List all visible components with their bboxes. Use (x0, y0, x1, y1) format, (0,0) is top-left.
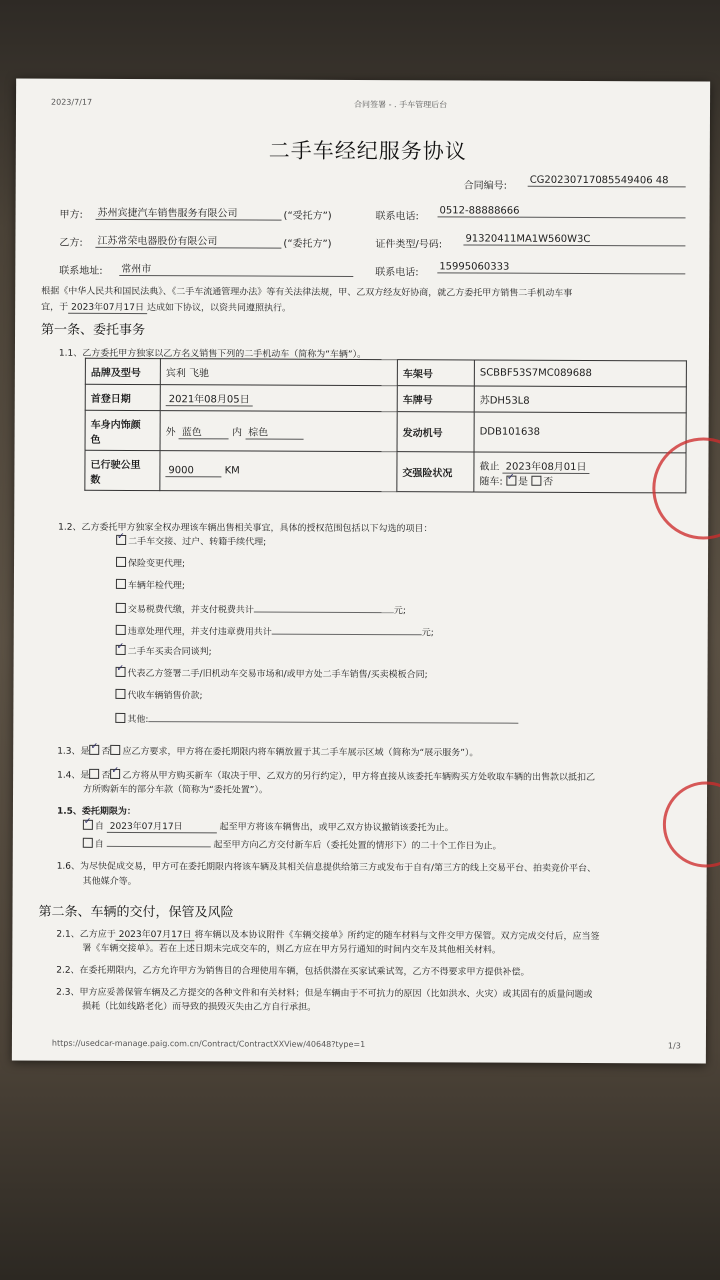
reg-date-label: 首登日期 (85, 384, 160, 410)
article2-title: 第二条、车辆的交付，保管及风险 (38, 904, 234, 921)
party-b-id: 91320411MA1W560W3C (463, 233, 685, 246)
party-b-phone: 15995060333 (437, 261, 685, 274)
mileage-value: 9000 (165, 465, 221, 477)
clause-1-1: 1.1、乙方委托甲方独家以乙方名义销售下列的二手机动车（简称为“车辆”）。 (58, 348, 367, 361)
option-checkbox (116, 579, 126, 589)
preamble-line2: 宜，于 2023年07月17日 达成如下协议，以资共同遵照执行。 (41, 302, 292, 314)
option-checkbox (116, 535, 126, 545)
option-checkbox (116, 667, 126, 677)
preamble-line1: 根据《中华人民共和国民法典》、《二手车流通管理办法》等有关法律法规，甲、乙双方经友好协商，就乙方委托甲方销售二手机动车事 (41, 286, 573, 299)
term-option-1-checkbox (83, 820, 93, 830)
option-checkbox (116, 603, 126, 613)
clause-2-3-line2: 损耗（比如线路老化）而导致的损毁灭失由乙方自行承担。 (82, 1001, 317, 1013)
clause-2-2: 2.2、在委托期限内，乙方允许甲方为销售目的合理使用车辆，包括供潜在买家试乘试驾，乙方不得要求甲方提供补偿。 (56, 965, 530, 978)
option-item: ✓二手车交接、过户、转籍手续代理; (116, 534, 519, 558)
party-b-name: 江苏常荣电器股份有限公司 (95, 232, 281, 249)
option-checkbox (115, 713, 125, 723)
option-item: 违章处理代理，并支付违章费用共计 元; (116, 622, 519, 646)
clause-1-4: 1.4、是 否✓ 乙方将从甲方购买新车（取决于甲、乙双方的另行约定），甲方将直接从该委托车辆购买方处收取车辆的出售款以抵扣乙 (57, 768, 595, 783)
display-yes-checkbox (90, 745, 100, 755)
option-checkbox (116, 625, 126, 635)
color-label: 车身内饰颜 色 (85, 410, 160, 450)
insurance-label: 交强险状况 (397, 452, 474, 492)
option-checkbox (116, 645, 126, 655)
insurance-date: 2023年08月01日 (503, 461, 590, 473)
contract-number: CG20230717085549406 48 (528, 175, 686, 188)
party-b-id-label: 证件类型/号码: (375, 239, 443, 251)
option-item: 车辆年检代理; (116, 578, 519, 602)
interior-color: 棕色 (245, 423, 303, 439)
vin-value: SCBBF53S7MC089688 (474, 360, 686, 387)
option-checkbox (115, 689, 125, 699)
party-a-name: 苏州宾捷汽车销售服务有限公司 (96, 204, 282, 221)
company-seal-2 (663, 781, 720, 867)
clause-2-1-line2: 署《车辆交接单》。若在上述日期未完成交车的，则乙方应在甲方另行通知的时间内交车及其他相关材料。 (82, 943, 501, 956)
party-b-phone-label: 联系电话: (375, 267, 419, 279)
footer-url: https://usedcar-manage.paig.com.cn/Contract/ContractXXView/40648?type=1 (51, 1038, 366, 1050)
authorization-options (115, 534, 519, 734)
vin-label: 车架号 (397, 360, 474, 386)
option-item: ✓二手车买卖合同谈判; (116, 644, 519, 668)
insurance-cell: 截止 2023年08月01日 随车: ✓ 是 否 (474, 452, 686, 493)
handover-date: 2023年07月17日 (116, 930, 195, 941)
page-title: 二手车经纪服务协议 (268, 138, 467, 164)
option-item: ✓代表乙方签署二手/旧机动车交易市场和/或甲方处二手车销售/买卖模板合同; (115, 666, 518, 690)
vehicle-table (84, 358, 687, 494)
contract-page (12, 78, 710, 1063)
clause-1-5-title: 1.5、委托期限为： (56, 806, 136, 818)
with-car-yes-checkbox (506, 475, 516, 485)
clause-2-3: 2.3、甲方应妥善保管车辆及乙方提交的各种文件和有关材料；但是车辆由于不可抗力的原因（比如洪水、火灾）或其固有的质量问题或 (56, 987, 593, 1001)
option-item: 代收车辆销售价款; (115, 688, 518, 712)
party-b-label: 乙方: (59, 237, 83, 249)
contract-number-label: 合同编号: (463, 180, 508, 192)
print-date: 2023/7/17 (51, 97, 93, 107)
plate-value: 苏DH53L8 (474, 386, 686, 413)
party-a-phone-label: 联系电话: (375, 211, 419, 223)
exterior-color: 蓝色 (179, 423, 229, 439)
article1-title: 第一条、委托事务 (41, 322, 146, 339)
plate-label: 车牌号 (397, 386, 474, 412)
clause-1-6-line2: 其他媒介等。 (82, 876, 137, 888)
reg-date-cell (160, 385, 397, 412)
option-item: 保险变更代理; (116, 556, 519, 580)
party-a-label: 甲方: (59, 209, 83, 221)
agreement-date: 2023年07月17日 (68, 303, 147, 314)
display-no-checkbox (111, 745, 121, 755)
clause-2-1: 2.1、乙方应于 2023年07月17日 将车辆以及本协议附件《车辆交接单》所约定的随车材料与文件交甲方保管。双方完成交付后，应当签 (56, 929, 600, 943)
disposal-yes-checkbox (89, 769, 99, 779)
page-number: 1/3 (667, 1041, 681, 1051)
color-cell: 外 蓝色 内 棕色 (160, 411, 397, 452)
mileage-label: 已行驶公里 数 (85, 450, 160, 490)
party-b-role: (“委托方”) (283, 238, 332, 250)
engine-value: DDB101638 (474, 412, 686, 453)
engine-label: 发动机号 (397, 412, 474, 452)
term-option-2-checkbox (83, 838, 93, 848)
option-item: 交易税费代缴，并支付税费共计 元; (116, 600, 519, 624)
option-item: 其他: (115, 710, 518, 734)
brand-value: 宾利 飞驰 (160, 359, 397, 386)
party-b-address-label: 联系地址: (59, 265, 103, 277)
mileage-cell: 9000 KM (160, 451, 397, 492)
party-a-phone: 0512-88888666 (438, 205, 686, 218)
party-b-address: 常州市 (119, 260, 353, 277)
reg-date-value: 2021年08月05日 (166, 394, 253, 406)
term-option-2: 自 起至甲方向乙方交付新车后（委托处置的情形下）的二十个工作日为止。 (83, 835, 502, 852)
clause-1-6: 1.6、为尽快促成交易，甲方可在委托期限内将该车辆及其相关信息提供给第三方或发布于自有/第三方的线上交易平台、拍卖竞价平台、 (56, 861, 597, 875)
brand-label: 品牌及型号 (85, 358, 160, 384)
term-start-date: 2023年07月17日 (107, 819, 217, 833)
with-car-no-checkbox (531, 475, 541, 485)
option-checkbox (116, 557, 126, 567)
clause-1-3: 1.3、是✓ 否 应乙方要求，甲方将在委托期限内将车辆放置于其二手车展示区域（简称为“展示服务”）。 (57, 744, 478, 759)
print-source: 合同签署 - . 手车管理后台 (354, 99, 448, 110)
party-a-role: (“受托方”) (283, 210, 332, 222)
clause-1-4-line2: 方所购新车的部分车款（简称为“委托处置”）。 (83, 784, 268, 796)
clause-1-2: 1.2、乙方委托甲方独家全权办理该车辆出售相关事宜，具体的授权范围包括以下勾选的项目： (58, 522, 433, 535)
disposal-no-checkbox (110, 769, 120, 779)
term-option-1: ✓自 2023年07月17日 起至甲方将该车辆售出，或甲乙双方协议撤销该委托为止。 (83, 819, 454, 835)
